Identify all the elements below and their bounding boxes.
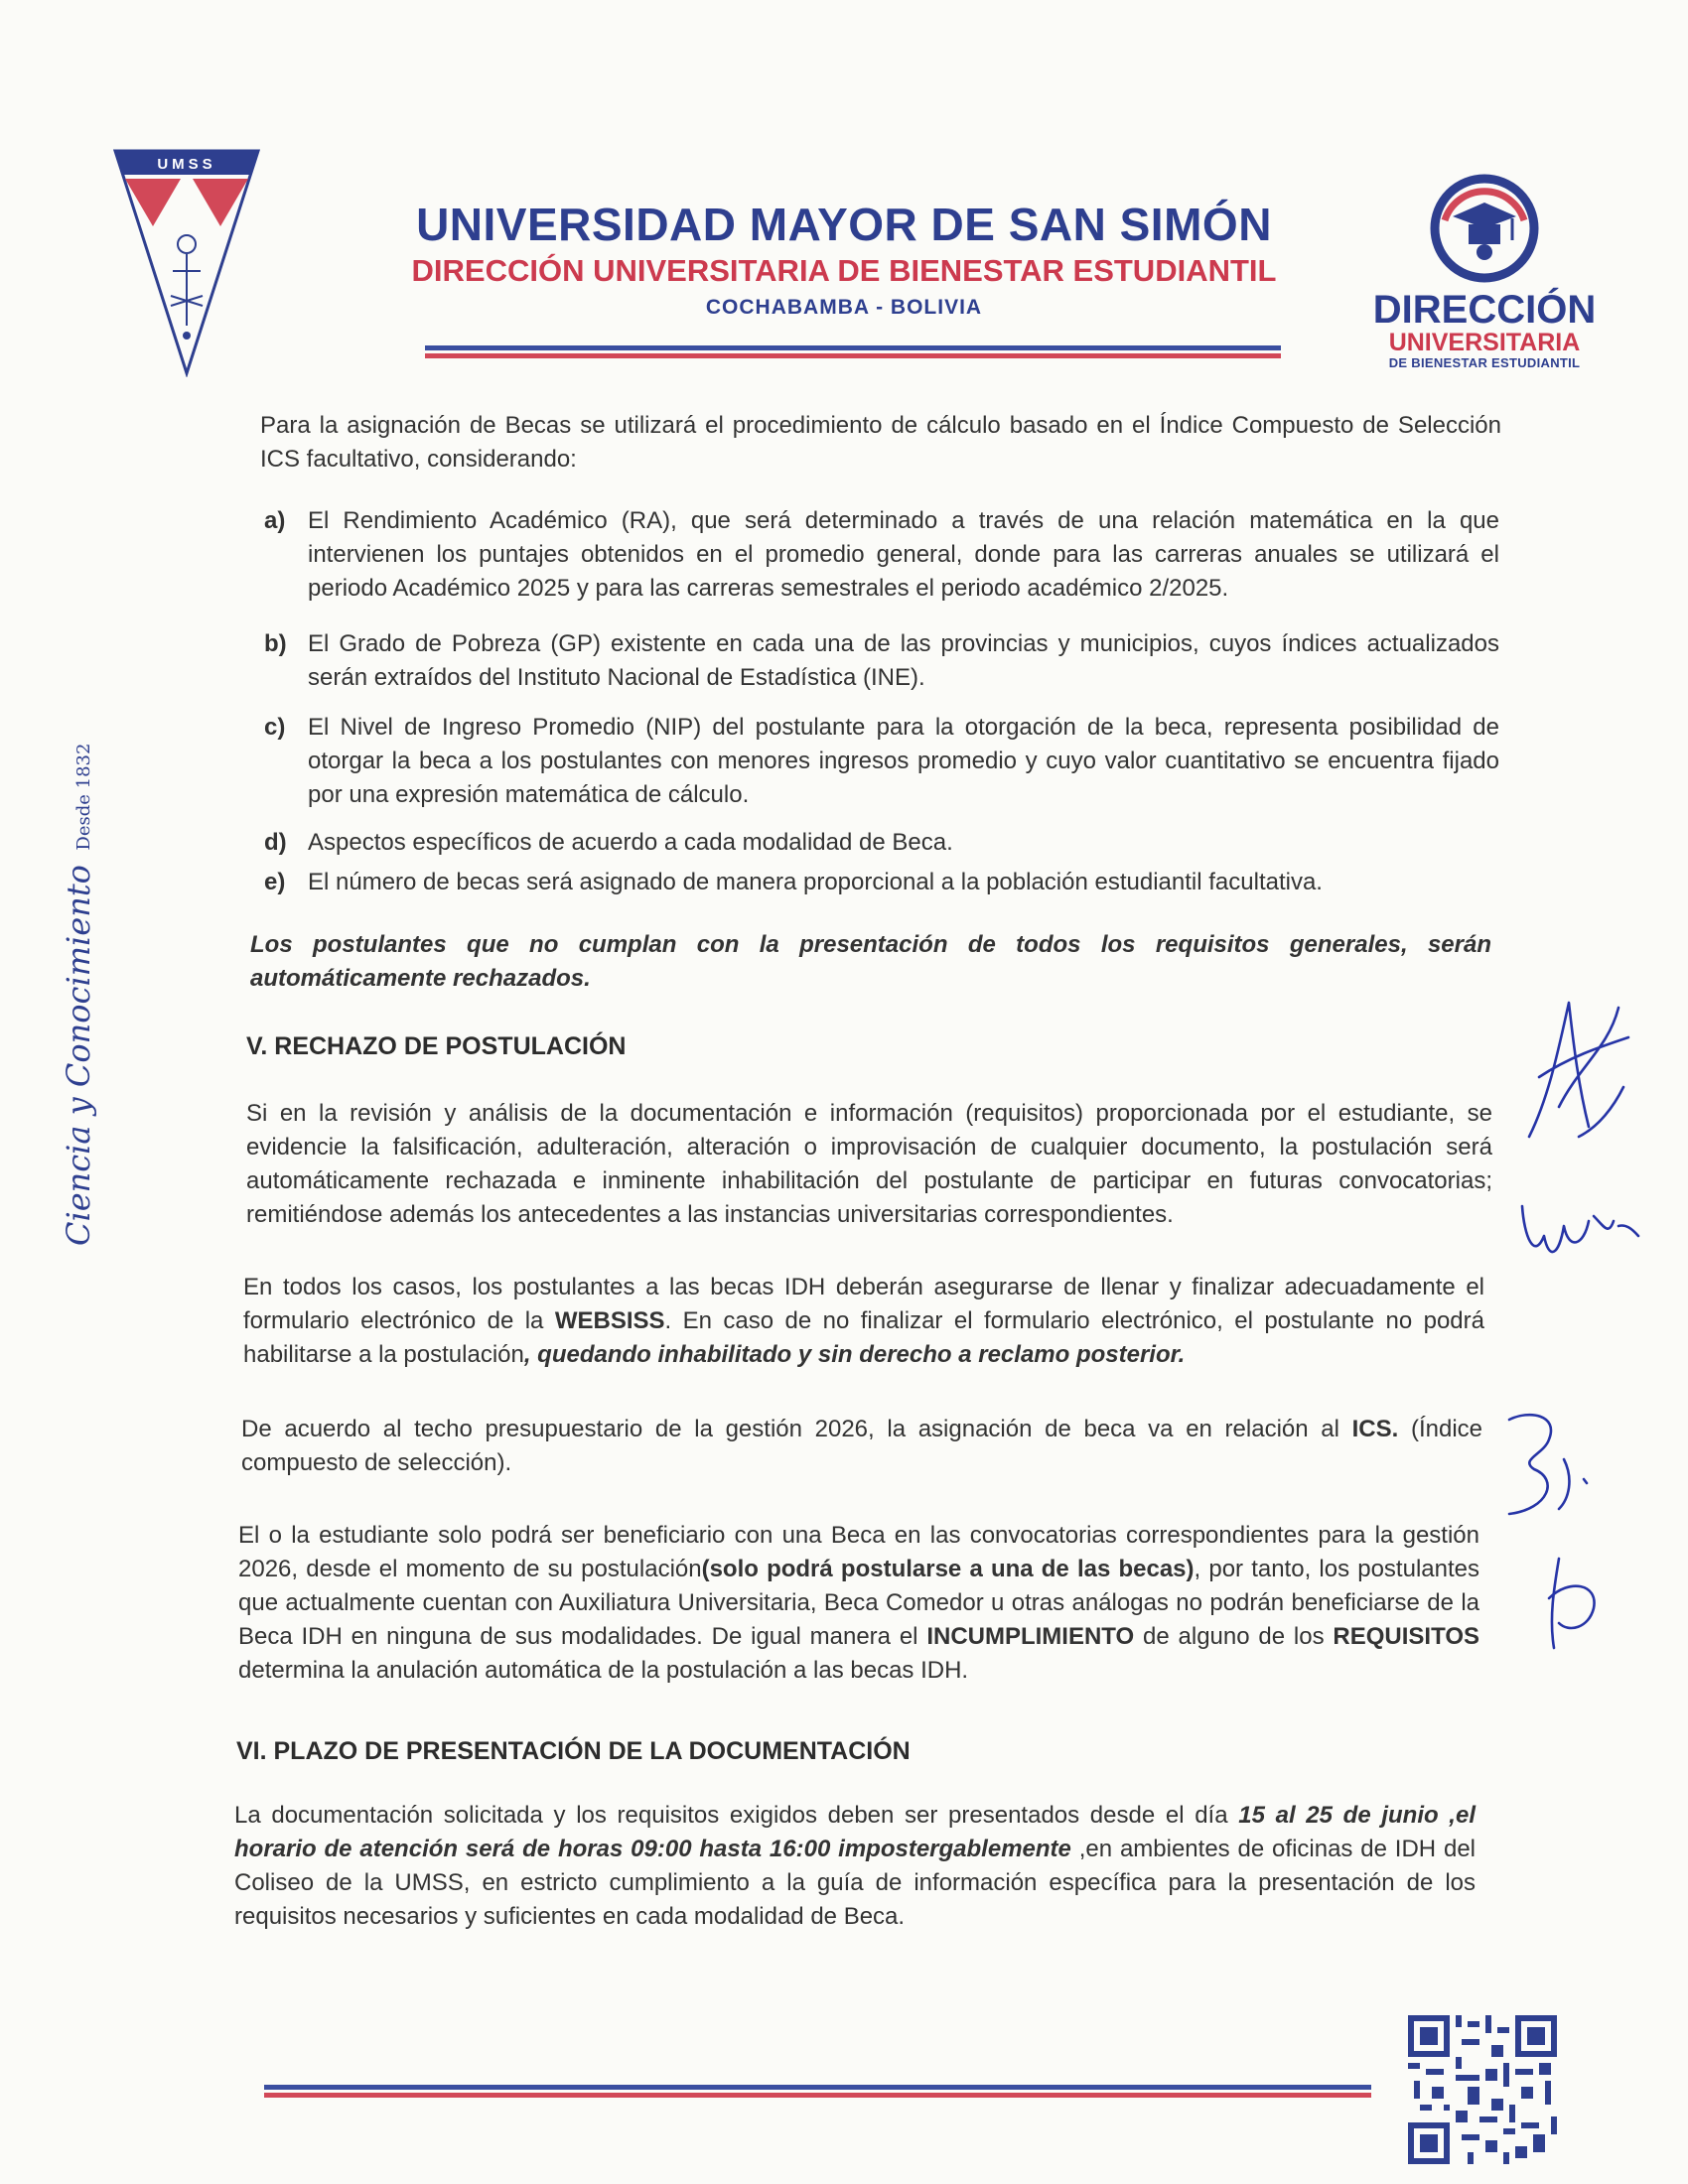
header-text-block — [397, 197, 1291, 322]
section-v-paragraph-2: En todos los casos, los postulantes a las becas IDH deberán asegurarse de llenar y finalizar adecuadamente el formulario electrónico de la WEBSISS. En caso de no finalizar el formulario electrónico, el postulante no podrá habilitarse a la postulación, quedando inhabilitado y sin derecho a reclamo posterior. — [243, 1274, 1484, 1368]
list-letter: d) — [264, 829, 287, 856]
intro-paragraph: Para la asignación de Becas se utilizará el procedimiento de cálculo basado en el Índice Compuesto de Selección ICS facultativo, considerando: — [260, 412, 1501, 473]
signature-2 — [1514, 1166, 1643, 1276]
signature-3 — [1489, 1400, 1609, 1529]
section-vi-paragraph-1: La documentación solicitada y los requisitos exigidos deben ser presentados desde el día 15 al 25 de junio ,el horario de atención será de horas 09:00 hasta 16:00 impostergablemente ,en ambientes de oficinas de IDH del Coliseo de la UMSS, en estricto cumplimiento a la guía de información específica para la presentación de los requisitos necesarios y suficientes en cada modalidad de Beca. — [234, 1802, 1477, 1930]
signature-4 — [1529, 1549, 1628, 1658]
list-letter: b) — [264, 630, 287, 657]
list-item — [264, 826, 1499, 860]
list-item — [264, 627, 1499, 695]
list-item — [264, 711, 1499, 812]
umss-shield-logo — [111, 147, 262, 377]
section-v-title: V. RECHAZO DE POSTULACIÓN — [246, 1032, 627, 1060]
list-letter: c) — [264, 714, 286, 741]
section-v-paragraph-1: Si en la revisión y análisis de la documentación e información (requisitos) proporcionada por el estudiante, se evidencie la falsificación, adulteración, alteración o improvisación de cualquier documento, la postulación será automáticamente rechazada e inminente inhabilitación del postulante de participar en futuras convocatorias; remitiéndose además los antecedentes a las instancias universitarias correspondientes. — [246, 1100, 1492, 1228]
department-name: DIRECCIÓN UNIVERSITARIA DE BIENESTAR ESTUDIANTIL — [411, 253, 1277, 288]
footer-divider — [264, 2085, 1371, 2099]
location-label: COCHABAMBA - BOLIVIA — [705, 296, 983, 319]
list-text: El Grado de Pobreza (GP) existente en cada una de las provincias y municipios, cuyos índices actualizados serán extraídos del Instituto Nacional de Estadística (INE). — [308, 630, 1499, 691]
logo-line-3: DE BIENESTAR ESTUDIANTIL — [1388, 355, 1581, 370]
section-v-paragraph-3: De acuerdo al techo presupuestario de la gestión 2026, la asignación de beca va en relación al ICS. (Índice compuesto de selección). — [241, 1416, 1483, 1476]
signature-1 — [1519, 988, 1638, 1157]
websiss-label: WEBSISS — [554, 1307, 665, 1334]
section-vi-title: VI. PLAZO DE PRESENTACIÓN DE LA DOCUMENTACIÓN — [236, 1737, 911, 1765]
list-text: Aspectos específicos de acuerdo a cada modalidad de Beca. — [308, 829, 953, 856]
side-motto — [60, 744, 97, 1246]
university-name: UNIVERSIDAD MAYOR DE SAN SIMÓN — [416, 199, 1272, 250]
list-text: El Rendimiento Académico (RA), que será determinado a través de una relación matemática en la que intervienen los puntajes obtenidos en el promedio general, donde para las carreras anuales se utilizará el periodo Académico 2025 y para las carreras semestrales el periodo académico 2/2025. — [308, 507, 1499, 602]
list-item — [264, 504, 1499, 606]
qr-code-icon[interactable] — [1408, 2015, 1557, 2164]
list-item — [264, 866, 1499, 899]
logo-line-2: UNIVERSITARIA — [1388, 329, 1581, 356]
logo-line-1: DIRECCIÓN — [1372, 288, 1597, 332]
warning-paragraph: Los postulantes que no cumplan con la presentación de todos los requisitos generales, serán automáticamente rechazados. — [250, 931, 1491, 992]
dube-logo — [1360, 169, 1609, 387]
list-letter: e) — [264, 869, 286, 895]
list-text: El número de becas será asignado de manera proporcional a la población estudiantil facultativa. — [308, 869, 1323, 895]
motto-text: Ciencia y Conocimiento — [60, 865, 97, 1246]
ics-label: ICS. — [1351, 1416, 1399, 1442]
section-v-paragraph-4: El o la estudiante solo podrá ser beneficiario con una Beca en las convocatorias correspondientes para la gestión 2026, desde el momento de su postulación(solo podrá postularse a una de las becas), por tanto, los postulantes que actualmente cuentan con Auxiliatura Universitaria, Beca Comedor u otras análogas no podrán beneficiarse de la Beca IDH en ninguna de sus modalidades. De igual manera el INCUMPLIMIENTO de alguno de los REQUISITOS determina la anulación automática de la postulación a las becas IDH. — [238, 1522, 1479, 1684]
shield-label: UMSS — [157, 156, 216, 173]
motto-since: Desde 1832 — [73, 743, 94, 851]
list-text: El Nivel de Ingreso Promedio (NIP) del postulante para la otorgación de la beca, representa posibilidad de otorgar la beca a los postulantes con menores ingresos promedio y cuyo valor cuantitativo se encuentra fijado por una expresión matemática de cálculo. — [308, 714, 1499, 808]
list-letter: a) — [264, 507, 286, 534]
header-divider — [425, 345, 1281, 359]
graduation-cap-icon — [1425, 169, 1544, 288]
